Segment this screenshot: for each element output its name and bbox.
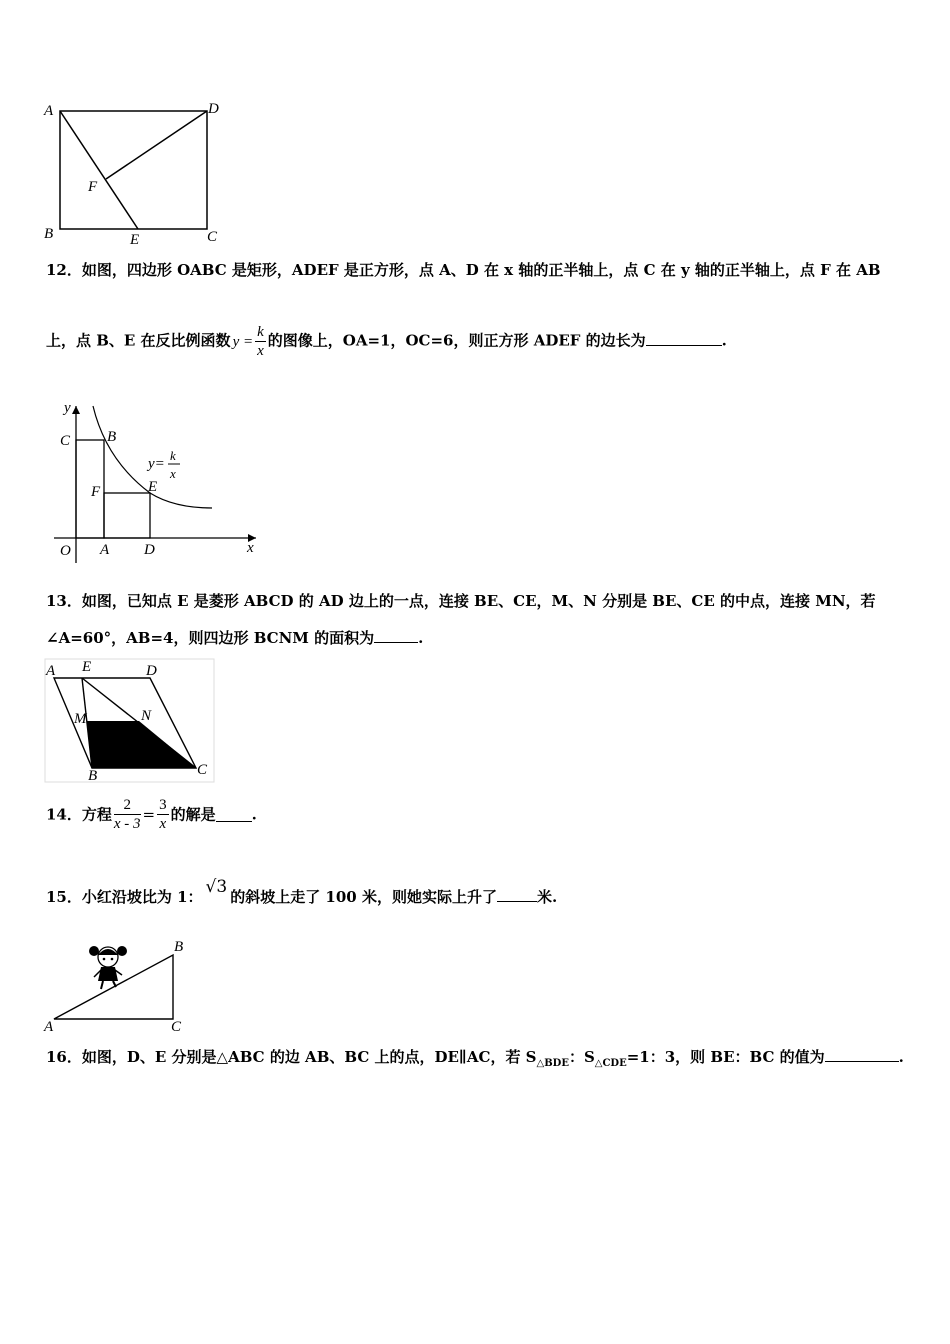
question-15-end: 米. xyxy=(536,888,558,906)
label-b: B xyxy=(107,429,117,445)
label-d: D xyxy=(144,542,155,558)
question-14-end: . xyxy=(251,805,257,824)
answer-blank-15 xyxy=(497,887,537,902)
label-x: x xyxy=(247,540,254,556)
fraction-1-numerator: 2 xyxy=(114,796,141,815)
question-12-line-2 xyxy=(46,323,727,360)
curve-label-lhs: y= xyxy=(148,456,165,472)
question-16-text-a: 16．如图，D、E 分别是△ABC 的边 AB、BC 上的点，DE∥AC，若 S xyxy=(46,1048,537,1066)
sqrt-3: √3 xyxy=(205,877,228,897)
subscript-cde: △CDE xyxy=(594,1058,627,1069)
quadrilateral-bcnm xyxy=(87,721,196,768)
label-a: A xyxy=(44,1019,54,1035)
curve-label-den: x xyxy=(170,466,176,481)
question-12-line-1: 12．如图，四边形 OABC 是矩形，ADEF 是正方形，点 A、D 在 x 轴的正半轴上，点 C 在 y 轴的正半轴上，点 F 在 AB xyxy=(46,261,881,279)
equals-sign: = xyxy=(142,805,156,824)
segment-ae xyxy=(60,111,138,229)
label-c: C xyxy=(171,1019,182,1035)
square-adef xyxy=(104,493,150,538)
question-13-text: ∠A=60°，AB=4，则四边形 BCNM 的面积为 xyxy=(46,629,375,647)
question-13-line-1: 13．如图，已知点 E 是菱形 ABCD 的 AD 边上的一点，连接 BE、CE，M、N 分别是 BE、CE 的中点，连接 MN，若 xyxy=(46,592,876,610)
fraction-1-denominator: x - 3 xyxy=(113,816,141,832)
fraction-2-over-x-minus-3 xyxy=(114,796,141,833)
question-16-text-b: ：S xyxy=(568,1048,595,1066)
formula-lhs: y = xyxy=(232,333,254,350)
label-e: E xyxy=(130,232,140,248)
label-f: F xyxy=(88,179,98,195)
label-n: N xyxy=(141,708,152,724)
formula-denominator: x xyxy=(257,343,264,359)
figure-slope xyxy=(40,935,200,1037)
question-12-text-b: 的图像上，OA=1，OC=6，则正方形 ADEF 的边长为 xyxy=(267,331,646,350)
question-14-text-a: 14．方程 xyxy=(46,805,112,824)
question-15 xyxy=(46,877,558,912)
label-e: E xyxy=(82,659,92,675)
rectangle-abcd xyxy=(60,111,207,229)
question-15-text-a: 15．小红沿坡比为 1： xyxy=(46,888,203,906)
label-f: F xyxy=(91,484,101,500)
fraction-2-denominator: x xyxy=(159,816,167,832)
label-a: A xyxy=(46,663,56,679)
answer-blank-14 xyxy=(216,807,252,822)
subscript-bde: △BDE xyxy=(536,1058,569,1069)
fraction-3-over-x xyxy=(157,796,169,833)
question-16-text-c: =1：3，则 BE：BC 的值为 xyxy=(626,1048,825,1066)
fraction-2-numerator: 3 xyxy=(159,797,167,813)
curve-label-num: k xyxy=(170,448,176,463)
label-c: C xyxy=(207,229,218,245)
label-b: B xyxy=(174,939,184,955)
question-14 xyxy=(46,796,257,833)
label-m: M xyxy=(74,711,87,727)
label-a: A xyxy=(44,103,54,119)
question-13-line-2 xyxy=(46,628,423,648)
question-14-text-b: 的解是 xyxy=(170,805,216,824)
label-y: y xyxy=(64,400,71,416)
figure-hyperbola xyxy=(44,398,264,568)
question-12-end: . xyxy=(721,331,727,350)
label-b: B xyxy=(88,768,98,784)
label-e: E xyxy=(148,479,158,495)
label-d: D xyxy=(208,101,219,117)
figure-rhombus xyxy=(44,658,216,784)
label-c: C xyxy=(197,762,208,778)
y-axis-arrow xyxy=(72,406,80,414)
answer-blank-13 xyxy=(374,628,418,643)
label-o: O xyxy=(60,543,71,559)
question-16 xyxy=(46,1047,904,1074)
formula-y-k-over-x xyxy=(233,323,266,360)
answer-blank-16 xyxy=(825,1047,899,1062)
label-b: B xyxy=(44,226,54,242)
question-12-text-a: 上，点 B、E 在反比例函数 xyxy=(46,331,231,350)
segment-df xyxy=(106,111,207,179)
formula-numerator: k xyxy=(257,324,264,340)
question-16-end: . xyxy=(898,1048,904,1066)
figure-rectangle-abcd xyxy=(40,95,230,255)
answer-blank-12 xyxy=(646,331,722,346)
label-c: C xyxy=(60,433,71,449)
question-15-text-b: 的斜坡上走了 100 米，则她实际上升了 xyxy=(230,888,497,906)
label-a: A xyxy=(100,542,110,558)
label-d: D xyxy=(146,663,157,679)
question-13-end: . xyxy=(418,629,424,647)
